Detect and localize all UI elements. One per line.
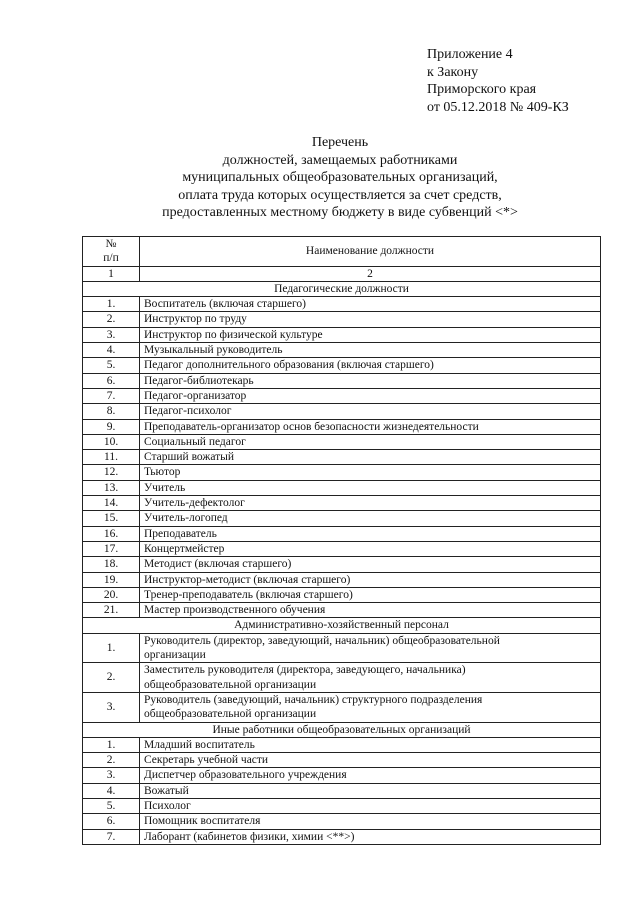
header-num-sign: № [105,238,117,250]
appendix-date: от 05.12.2018 № 409-КЗ [427,99,569,115]
position-name: Инструктор-методист (включая старшего) [140,572,601,587]
position-name: Воспитатель (включая старшего) [140,297,601,312]
row-number: 6. [83,373,140,388]
row-number: 20. [83,587,140,602]
row-number: 8. [83,404,140,419]
position-name [140,633,601,663]
appendix-block [427,46,569,116]
positions-table [82,236,601,845]
table-row [83,603,601,618]
position-name: Педагог-библиотекарь [140,373,601,388]
position-name: Музыкальный руководитель [140,343,601,358]
document-title [60,134,620,222]
appendix-law-ref: к Закону [427,64,479,80]
table-row [83,663,601,693]
row-number: 2. [83,663,140,693]
column-number: 2 [140,266,601,281]
row-number: 6. [83,814,140,829]
row-number: 3. [83,692,140,722]
position-name: Тьютор [140,465,601,480]
row-number: 21. [83,603,140,618]
table-row [83,557,601,572]
title-line: предоставленных местному бюджету в виде субвенций <*> [162,205,518,220]
position-name: Инструктор по физической культуре [140,327,601,342]
table-row [83,692,601,722]
position-name: Психолог [140,798,601,813]
row-number: 7. [83,829,140,844]
table-row [83,587,601,602]
position-name-line: организации [144,649,206,662]
title-line: Перечень [311,135,369,150]
row-number: 19. [83,572,140,587]
table-header-row [83,237,601,267]
header-num [83,237,140,267]
row-number: 11. [83,450,140,465]
position-name: Учитель-логопед [140,511,601,526]
table-row [83,312,601,327]
row-number: 14. [83,496,140,511]
position-name: Вожатый [140,783,601,798]
position-name: Концертмейстер [140,541,601,556]
section-row [83,618,601,633]
position-name: Инструктор по труду [140,312,601,327]
row-number: 1. [83,297,140,312]
table-row [83,358,601,373]
position-name-line: общеобразовательной организации [144,678,317,691]
table-row [83,753,601,768]
appendix-region: Приморского края [427,82,537,97]
position-name-line: общеобразовательной организации [144,708,317,721]
row-number: 2. [83,753,140,768]
table-row [83,343,601,358]
table-row [83,829,601,844]
title-line: должностей, замещаемых работниками [222,152,458,168]
position-name: Педагог-психолог [140,404,601,419]
section-title: Педагогические должности [83,281,601,296]
table-row [83,541,601,556]
column-number: 1 [83,266,140,281]
position-name-line: Руководитель (заведующий, начальник) структурного подразделения [144,693,483,706]
row-number: 3. [83,768,140,783]
table-row [83,814,601,829]
position-name: Методист (включая старшего) [140,557,601,572]
section-title: Административно-хозяйственный персонал [83,618,601,633]
position-name: Диспетчер образовательного учреждения [140,768,601,783]
table-row [83,633,601,663]
row-number: 1. [83,633,140,663]
table-row [83,511,601,526]
table-row [83,480,601,495]
position-name [140,692,601,722]
position-name-line: Заместитель руководителя (директора, заведующего, начальника) [144,664,466,677]
row-number: 9. [83,419,140,434]
table-row [83,297,601,312]
section-row [83,722,601,737]
row-number: 13. [83,480,140,495]
row-number: 5. [83,798,140,813]
position-name: Педагог дополнительного образования (включая старшего) [140,358,601,373]
row-number: 17. [83,541,140,556]
table-row [83,388,601,403]
position-name [140,663,601,693]
header-num-abbr: п/п [103,252,119,265]
section-row [83,281,601,296]
title-line: муниципальных общеобразовательных организаций, [182,170,498,185]
table-row [83,404,601,419]
title-line: оплата труда которых осуществляется за счет средств, [178,187,502,203]
position-name-line: Руководитель (директор, заведующий, начальник) общеобразовательной [144,634,500,647]
position-name: Тренер-преподаватель (включая старшего) [140,587,601,602]
column-number-row [83,266,601,281]
row-number: 15. [83,511,140,526]
row-number: 7. [83,388,140,403]
position-name: Учитель-дефектолог [140,496,601,511]
table-row [83,737,601,752]
appendix-number: Приложение 4 [427,47,513,62]
row-number: 1. [83,737,140,752]
position-name: Преподаватель [140,526,601,541]
row-number: 16. [83,526,140,541]
table-row [83,526,601,541]
table-row [83,327,601,342]
row-number: 2. [83,312,140,327]
position-name: Помощник воспитателя [140,814,601,829]
table-row [83,768,601,783]
row-number: 5. [83,358,140,373]
row-number: 4. [83,783,140,798]
position-name: Мастер производственного обучения [140,603,601,618]
table-row [83,465,601,480]
table-row [83,496,601,511]
row-number: 18. [83,557,140,572]
row-number: 4. [83,343,140,358]
position-name: Секретарь учебной части [140,753,601,768]
table-row [83,798,601,813]
position-name: Преподаватель-организатор основ безопасности жизнедеятельности [140,419,601,434]
table-row [83,419,601,434]
position-name: Старший вожатый [140,450,601,465]
row-number: 10. [83,434,140,449]
position-name: Лаборант (кабинетов физики, химии <**>) [140,829,601,844]
row-number: 3. [83,327,140,342]
table-row [83,434,601,449]
table-row [83,783,601,798]
section-title: Иные работники общеобразовательных организаций [83,722,601,737]
row-number: 12. [83,465,140,480]
header-name: Наименование должности [140,237,601,267]
table-row [83,572,601,587]
position-name: Младший воспитатель [140,737,601,752]
position-name: Учитель [140,480,601,495]
table-row [83,373,601,388]
table-row [83,450,601,465]
position-name: Педагог-организатор [140,388,601,403]
position-name: Социальный педагог [140,434,601,449]
